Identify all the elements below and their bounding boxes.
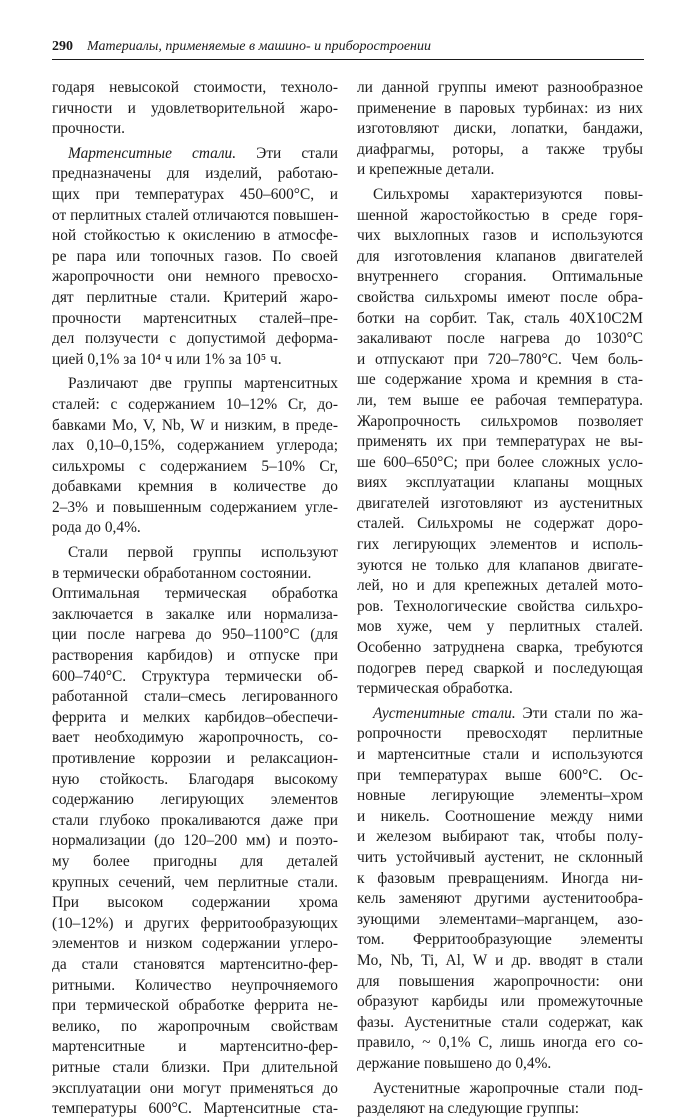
line-text: ной стойкостью к окислению в атмосфе- [52,227,338,245]
line-text: Жаропрочность сильхромов позволяет [357,412,643,430]
line-text: и отпускают при 720–780°С. Чем боль- [357,350,643,368]
text-line [357,786,643,807]
text-line [52,564,338,585]
text-line [357,391,643,412]
line-text: добавками кремния в количестве до [52,478,338,496]
text-line [357,453,643,474]
line-text: жаропрочности они немного превосхо- [52,268,338,286]
text-line [52,893,338,914]
line-text: да стали становятся мартенситно-фер- [52,955,338,973]
text-line [52,667,338,688]
line-text: и никель. Соотношение между ними [357,807,643,825]
line-text: двигателей изготовляют из аустенитных [357,494,643,512]
text-line [52,374,338,395]
line-text: Mo, Nb, Ti, Al, W и др. вводят в стали [357,951,643,969]
line-text: му более пригодны для деталей [52,852,338,870]
text-line [52,477,338,498]
text-line [357,704,643,725]
text-line [357,889,643,910]
text-line [52,1079,338,1100]
text-line [357,807,643,828]
line-text: зующими элементами–марганцем, азо- [357,910,643,928]
text-line [357,766,643,787]
text-line [52,1017,338,1038]
line-text: ную стойкость. Благодаря высокому [52,770,338,788]
line-text: сильхромы с содержанием 5–10% Cr, [52,457,338,475]
line-text: для повышения жаропрочности: они [357,972,643,990]
text-line [357,370,643,391]
line-text: ритные стали близки. При длительной [52,1058,338,1076]
text-line [357,206,643,227]
text-line [52,247,338,268]
text-line [52,1099,338,1120]
line-text: стали глубоко прокаливаются даже при [52,811,338,829]
line-text: противление коррозии и релаксацион- [52,750,338,767]
line-text: ботки на сорбит. Так, сталь 40Х10С2М [357,309,643,327]
line-text: лей, но и для крепежных деталей мото- [357,577,643,595]
line-text: элементов и низком содержании углеро- [52,935,338,953]
text-line [52,119,338,140]
text-line [52,708,338,729]
running-header [52,38,644,60]
line-text: (10–12%) и других ферритообразующих [52,914,338,932]
line-text: гичности и удовлетворительной жаро- [52,99,338,117]
text-line [52,852,338,873]
line-text: ров. Технологические свойства сильхро- [357,597,643,615]
running-title: Материалы, применяемые в машино- и приборостроении [87,39,431,54]
text-line [52,436,338,457]
text-line [357,617,643,638]
text-line [52,646,338,667]
line-text: заключается в закалке или нормализа- [52,605,338,623]
text-line [357,1033,643,1054]
text-line [52,350,338,371]
line-text: внутреннего сгорания. Оптимальные [357,268,643,286]
line-text: 2–3% и повышенным содержанием угле- [52,498,338,516]
line-text: 600–740°С. Структура термически об- [52,667,338,685]
line-text: растворения карбидов) и отпуске при [52,647,338,665]
text-line [357,329,643,350]
line-text: прочности. [52,120,125,138]
line-text: Стали первой группы используют [68,544,338,562]
line-text: цией 0,1% за 10⁴ ч или 1% за 10⁵ ч. [52,350,282,368]
text-line [357,288,643,309]
line-text: и железом выбирают так, чтобы полу- [357,828,643,846]
line-text: работанной стали–смесь легированного [52,688,338,706]
text-line [357,679,643,700]
text-line [52,144,338,165]
text-line [52,811,338,832]
line-text: фазы. Аустенитные стали содержат, как [357,1013,643,1031]
left-text-column [52,78,338,1120]
text-line [357,869,643,890]
line-text: При высоком содержании хрома [52,894,338,912]
line-text: шенной жаростойкостью в среде горя- [357,206,643,224]
text-line [357,494,643,515]
line-text: держание повышено до 0,4%. [357,1054,552,1072]
text-line [52,309,338,330]
line-text: температуры 600°С. Мартенситные ста- [52,1100,338,1118]
line-text: годаря невысокой стоимости, техноло- [52,79,338,96]
text-line [52,226,338,247]
text-line [52,873,338,894]
text-line [357,1099,643,1120]
text-line [357,1079,643,1100]
text-line [357,309,643,330]
line-text: мартенситные и мартенситно-фер- [52,1038,338,1056]
line-text: щих при температурах 450–600°С, и [52,185,338,203]
text-line [52,625,338,646]
line-text: дят перлитные стали. Критерий жаро- [52,288,338,306]
line-text: Оптимальная термическая обработка [52,585,338,603]
line-text: ропрочности превосходят перлитные [357,725,643,743]
text-line [52,584,338,605]
text-line [357,910,643,931]
text-line [357,1013,643,1034]
text-line [52,543,338,564]
text-line [52,790,338,811]
line-text: Эти стали по жа- [515,704,644,722]
line-text: от перлитных сталей отличаются повышен- [52,206,339,224]
line-text: эксплуатации они могут применяться до [52,1079,338,1097]
text-line [52,831,338,852]
line-text: к фазовым превращениям. Иногда ни- [357,869,643,887]
line-text: бавками Mo, V, Nb, W и низким, в преде- [52,416,338,434]
line-text: термическая обработка. [357,680,513,698]
text-line [52,770,338,791]
text-line [52,605,338,626]
line-text: образуют карбиды или промежуточные [357,993,643,1011]
line-text: том. Ферритообразующие элементы [357,931,643,949]
text-line [357,185,643,206]
text-line [52,728,338,749]
line-text: виях эксплуатации клапаны мощных [357,474,643,492]
text-line [357,535,643,556]
line-text: велико, по жаропрочным свойствам [52,1017,338,1035]
italic-run-in-heading: Аустенитные стали. [373,704,516,722]
line-text: ли, тем выше ее рабочая температура. [357,391,643,409]
line-text: нормализации (до 120–200 мм) и поэто- [52,832,338,850]
text-line [357,951,643,972]
line-text: Различают две группы мартенситных [68,375,338,393]
text-line [357,1054,643,1075]
line-text: кель заменяют другими аустенитообра- [357,890,643,908]
line-text: рода до 0,4%. [52,519,141,537]
text-line [52,78,338,99]
line-text: ли данной группы имеют разнообразное [357,79,643,96]
text-line [52,395,338,416]
text-line [357,412,643,433]
text-line [52,416,338,437]
text-line [52,955,338,976]
line-text: чих выхлопных газов и используются [357,227,643,245]
text-line [52,164,338,185]
right-text-column [357,78,643,1120]
line-text: правило, ~ 0,1% С, лишь иногда его со- [357,1034,643,1052]
line-text: сталей. Сильхромы не содержат доро- [357,515,643,533]
text-line [52,185,338,206]
text-line [357,350,643,371]
text-line [357,78,643,99]
page-number: 290 [52,39,73,54]
text-line [357,972,643,993]
text-line [52,976,338,997]
line-text: дел ползучести с допустимой деформа- [52,330,338,348]
italic-run-in-heading: Мартенситные стали. [68,144,237,162]
line-text: ции после нагрева до 950–1100°С (для [52,626,338,644]
line-text: закаливают после нагрева до 1030°С [357,330,643,348]
text-line [52,914,338,935]
text-line [357,556,643,577]
line-text: применение в паровых турбинах: из них [357,99,643,117]
text-line [357,848,643,869]
text-line [357,745,643,766]
line-text: Аустенитные жаропрочные стали под- [373,1079,643,1097]
text-line [52,457,338,478]
text-line [357,99,643,120]
text-line [52,996,338,1017]
line-text: подогрев перед сваркой и последующая [357,659,643,677]
text-line [357,827,643,848]
text-line [52,498,338,519]
line-text: ше содержание хрома и кремния в ста- [357,371,643,389]
text-line [52,1058,338,1079]
line-text: феррита и мелких карбидов–обеспечи- [52,708,338,726]
text-line [357,930,643,951]
line-text: и мартенситные стали и используются [357,746,643,763]
text-line [52,206,338,227]
line-text: при термической обработке феррита не- [52,997,338,1015]
line-text: прочности мартенситных сталей–пре- [52,309,338,327]
text-line [52,99,338,120]
text-line [357,514,643,535]
line-text: свойства сильхромы имеют после обра- [357,288,643,306]
line-text: новные легирующие элементы–хром [357,787,643,805]
line-text: мов хуже, чем у перлитных сталей. [357,618,643,636]
line-text: ше 600–650°С; при более сложных усло- [357,453,643,471]
line-text: применять их при температурах не вы- [357,433,643,451]
line-text: Эти стали [236,144,338,162]
line-text: зуются не только для клапанов двигате- [357,556,643,574]
line-text: содержанию легирующих элементов [52,791,338,809]
text-line [357,992,643,1013]
text-line [357,247,643,268]
line-text: сталей: с содержанием 10–12% Cr, до- [52,395,338,413]
text-line [52,749,338,770]
line-text: чить устойчивый аустенит, не склонный [357,848,643,866]
text-line [357,226,643,247]
line-text: ре пара или топочных газов. По своей [52,247,338,265]
line-text: предназначены для изделий, работаю- [52,165,338,183]
text-line [52,267,338,288]
text-line [52,687,338,708]
text-line [357,638,643,659]
line-text: в термически обработанном состоянии. [52,564,312,582]
text-line [357,659,643,680]
text-line [52,518,338,539]
line-text: разделяют на следующие группы: [357,1100,580,1118]
line-text: диафрагмы, роторы, а также трубы [357,140,643,158]
line-text: для изготовления клапанов двигателей [357,247,643,265]
text-line [52,329,338,350]
text-line [357,140,643,161]
line-text: крупных сечений, чем перлитные стали. [52,873,338,891]
line-text: Сильхромы характеризуются повы- [373,185,643,203]
line-text: изготовляют диски, лопатки, бандажи, [357,120,643,138]
text-line [357,160,643,181]
text-line [357,119,643,140]
text-line [357,724,643,745]
text-line [52,288,338,309]
text-line [357,432,643,453]
line-text: гих легирующих элементов и исполь- [357,536,643,554]
text-line [52,934,338,955]
line-text: ритными. Количество неупрочняемого [52,976,338,994]
text-line [357,473,643,494]
line-text: вает необходимую жаропрочность, со- [52,729,338,747]
text-line [52,1037,338,1058]
line-text: и крепежные детали. [357,161,495,179]
text-line [357,597,643,618]
text-line [357,576,643,597]
line-text: Особенно затруднена сварка, требуются [357,639,643,657]
line-text: лах 0,10–0,15%, содержанием углерода; [52,437,338,455]
line-text: при температурах выше 600°С. Ос- [357,766,643,784]
text-line [357,267,643,288]
